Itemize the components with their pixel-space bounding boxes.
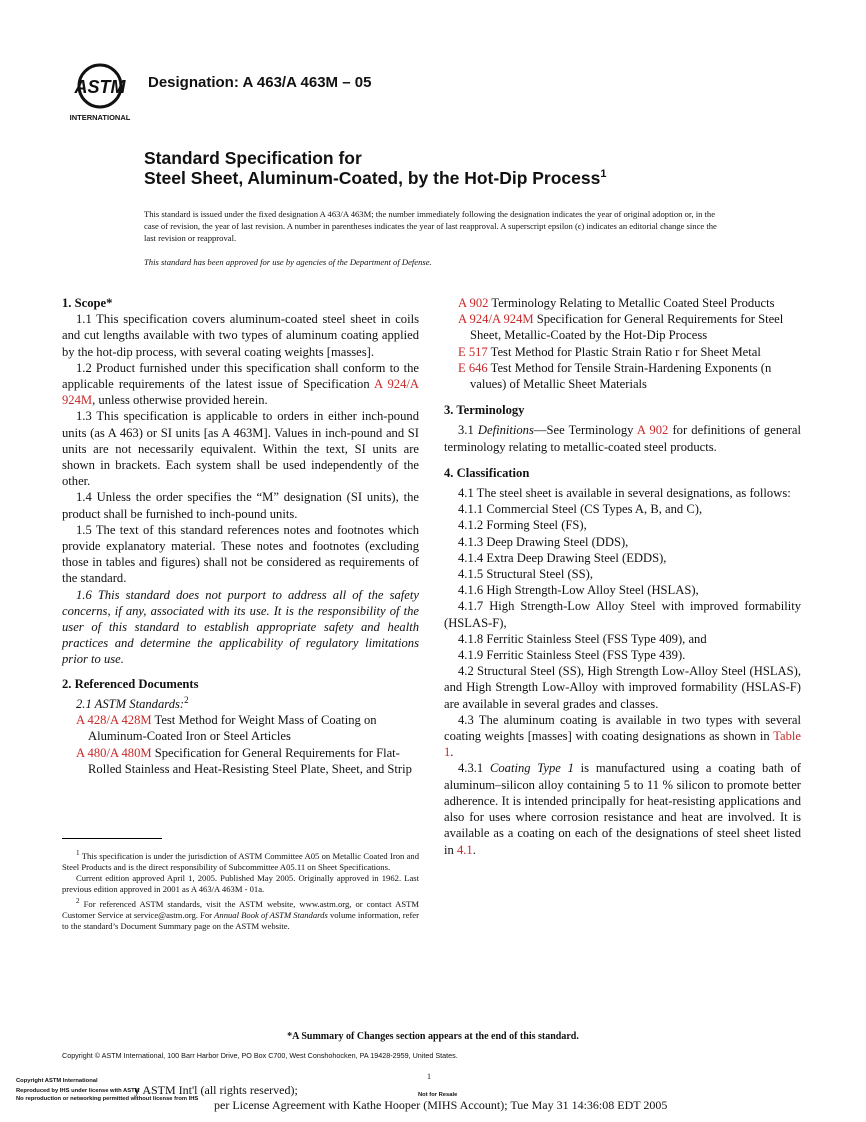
list-item: 4.1.1 Commercial Steel (CS Types A, B, and C), [458,502,703,517]
approval-note: This standard has been approved for use by agencies of the Department of Defense. [144,257,432,267]
paragraph-2-1 [62,692,419,712]
right-column [444,295,801,858]
list-item: 4.1.4 Extra Deep Drawing Steel (EDDS), [458,550,667,565]
paragraph-4-3 [444,712,801,761]
list-item: 4.1.5 Structural Steel (SS), [458,567,594,582]
paragraph-4-2: 4.2 Structural Steel (SS), High Strength Low-Alloy Steel (HSLAS), and High Strength Low-Alloy with improved formability (HSLAS-F) are available in several grades and classes. [444,664,801,711]
paragraph-4-1: 4.1 The steel sheet is available in several designations, as follows: [458,486,791,501]
paragraph-1-4: 1.4 Unless the order specifies the “M” designation (SI units), the product shall be furnished to inch-pound units. [62,490,419,521]
preamble: This standard is issued under the fixed designation A 463/A 463M; the number immediately following the designation indicates the year of original adoption or, in the case of revision, the year of last revision. A number in parentheses indicates the year of last reapproval. A superscript epsilon (ϵ) indicates an editorial change since the last revision or reapproval. [144,209,717,243]
list-item: 4.1.8 Ferritic Stainless Steel (FSS Type 409), and [458,631,707,646]
link-a902[interactable]: A 902 [636,423,669,438]
license-line-1: y ASTM Int'l (all rights reserved); [134,1083,298,1097]
astm-logo [64,62,136,124]
footnote-2-mark: 2 [76,896,80,905]
ref-item-a428 [76,712,419,744]
definitions-term: Definitions [477,423,534,438]
classification-heading: 4. Classification [444,465,530,480]
stamp-line-3: No reproduction or networking permitted without license from IHS [16,1096,199,1102]
ref-code-link[interactable]: A 924/A 924M [458,312,534,327]
logo-subtext: INTERNATIONAL [69,113,131,122]
coating-type-term: Coating Type 1 [489,761,574,776]
footnote-2 [62,896,419,932]
ref-item-a924 [458,311,801,343]
list-item: 4.1.7 High Strength-Low Alloy Steel with improved formability (HSLAS-F), [444,599,801,630]
footnote-2-italic: Annual Book of ASTM Standards [214,909,328,920]
license-line-2: per License Agreement with Kathe Hooper (MIHS Account); Tue May 31 14:36:08 EDT 2005 [214,1098,668,1112]
ref-code-link[interactable]: A 428/A 428M [76,713,152,728]
logo-text: ASTM [74,77,126,97]
list-item: 4.1.6 High Strength-Low Alloy Steel (HSLAS), [458,583,699,598]
footnote-1-mark: 1 [76,849,80,857]
page-number: 1 [427,1072,431,1081]
terminology-heading: 3. Terminology [444,403,525,418]
ref-item-a902 [458,295,801,311]
paragraph-4-3-1 [444,760,801,857]
footnote-rule [62,838,162,839]
p4-3-text: 4.3 The aluminum coating is available in two types with several coating weights [masses] with coating designations as shown in [444,712,801,744]
ref-text: Terminology Relating to Metallic Coated Steel Products [491,296,775,310]
ref-text: Specification for General Requirements for Steel Sheet, Metallic-Coated by the Hot-Dip Process [470,312,784,343]
list-item: 4.1.9 Ferritic Stainless Steel (FSS Type 439). [458,648,686,663]
left-column [62,295,419,777]
paragraph-1-2 [62,360,419,409]
paragraph-1-2-end: , unless otherwise provided herein. [92,393,268,408]
link-a924[interactable]: A 924/A 924M [62,377,419,408]
not-for-resale: Not for Resale [418,1092,458,1098]
summary-note: *A Summary of Changes section appears at the end of this standard. [287,1031,579,1042]
designation-list [444,501,801,663]
list-item: 4.1.3 Deep Drawing Steel (DDS), [458,534,629,549]
p3-1-end: for definitions of general terminology relating to metallic-coated steel products. [444,423,801,454]
footnote-mark-2: 2 [184,694,189,705]
ref-text: Test Method for Tensile Strain-Hardening Exponents (n values) of Metallic Sheet Materials [470,360,772,392]
ref-item-e646 [458,360,801,392]
ref-code-link[interactable]: A 480/A 480M [76,745,152,760]
footnote-2-text: For referenced ASTM standards, visit the ASTM website, www.astm.org, or contact ASTM Customer Service at service@astm.org. For [62,898,419,920]
footnote-1 [62,848,419,873]
ref-item-e517 [458,344,801,360]
astm-standards-label: 2.1 ASTM Standards: [76,697,185,712]
refs-heading: 2. Referenced Documents [62,676,199,691]
paragraph-3-1 [444,422,801,454]
title-footnote-mark: 1 [600,168,607,181]
p4-3-1-num: 4.3.1 [458,761,490,776]
ref-item-a480 [76,745,419,777]
p4-3-end: . [450,745,454,760]
p3-1-num: 3.1 [458,423,478,438]
title-line-2 [144,168,607,189]
footnotes [62,848,419,932]
ref-code-link[interactable]: A 902 [458,296,489,310]
paragraph-1-3: 1.3 This specification is applicable to orders in either inch-pound units (as A 463) or SI units [as A 463M]. Values in inch-pound and SI units are not necessarily equivalent. Within the text, SI units are shown in brackets. Each system shall be used independently of the other. [62,409,419,489]
paragraph-1-6: 1.6 This standard does not purport to address all of the safety concerns, if any, associated with its use. It is the responsibility of the user of this standard to establish appropriate safety and health practices and determine the applicability of regulatory limitations prior to use. [62,587,419,667]
link-table-1[interactable]: Table 1 [444,729,801,760]
list-item: 4.1.2 Forming Steel (FS), [458,518,587,533]
ref-text: Test Method for Plastic Strain Ratio r for Sheet Metal [490,344,761,359]
title-text: Steel Sheet, Aluminum-Coated, by the Hot-Dip Process [144,168,601,188]
stamp-line-2: Reproduced by IHS under license with ASTM [16,1088,140,1094]
ref-text: Specification for General Requirements for Flat-Rolled Stainless and Heat-Resisting Steel Plate, Sheet, and Strip [88,745,412,776]
footnote-1-text: This specification is under the jurisdiction of ASTM Committee A05 on Metallic Coated Iron and Steel Products and is the direct responsibility of Subcommittee A05.11 on Sheet Specifications. [62,850,419,873]
link-4-1[interactable]: 4.1 [456,842,473,857]
footnote-1b: Current edition approved April 1, 2005. Published May 2005. Originally approved in 1962. Last previous edition approved in 2001 as A 463/A 463M - 01a. [62,873,419,895]
p4-3-1-text: is manufactured using a coating bath of aluminum–silicon alloy containing 5 to 11 % silicon to promote better adherence. It is intended principally for heat-resisting applications and also for uses where corrosion resistance and heat are involved. It is available as a coating on each of the designations of steel sheet listed in [444,761,801,857]
footnote-2-end: volume information, refer to the standard’s Document Summary page on the ASTM website. [62,909,419,931]
p4-3-1-end: . [472,842,476,857]
scope-heading: 1. Scope* [62,296,113,310]
paragraph-1-1: 1.1 This specification covers aluminum-coated steel sheet in coils and cut lengths available with two types of aluminum coating applied by the hot-dip process, with several coating weights [masses]. [62,312,419,359]
copyright-line: Copyright © ASTM International, 100 Barr Harbor Drive, PO Box C700, West Conshohocken, PA 19428-2959, United States. [62,1051,458,1060]
ref-code-link[interactable]: E 517 [458,344,488,359]
designation: Designation: A 463/A 463M – 05 [148,74,372,91]
ref-text: Test Method for Weight Mass of Coating on Aluminum-Coated Iron or Steel Articles [88,713,377,744]
paragraph-1-2-text: 1.2 Product furnished under this specification shall conform to the applicable requirements of the latest issue of Specification [62,360,419,392]
ref-code-link[interactable]: E 646 [458,360,488,375]
p3-1-text: —See Terminology [533,423,637,438]
title-line-1: Standard Specification for [144,148,362,168]
paragraph-1-5: 1.5 The text of this standard references notes and footnotes which provide explanatory material. These notes and footnotes (excluding those in tables and figures) shall not be considered as requirements of the standard. [62,522,419,586]
stamp-line-1: Copyright ASTM International [16,1078,98,1084]
